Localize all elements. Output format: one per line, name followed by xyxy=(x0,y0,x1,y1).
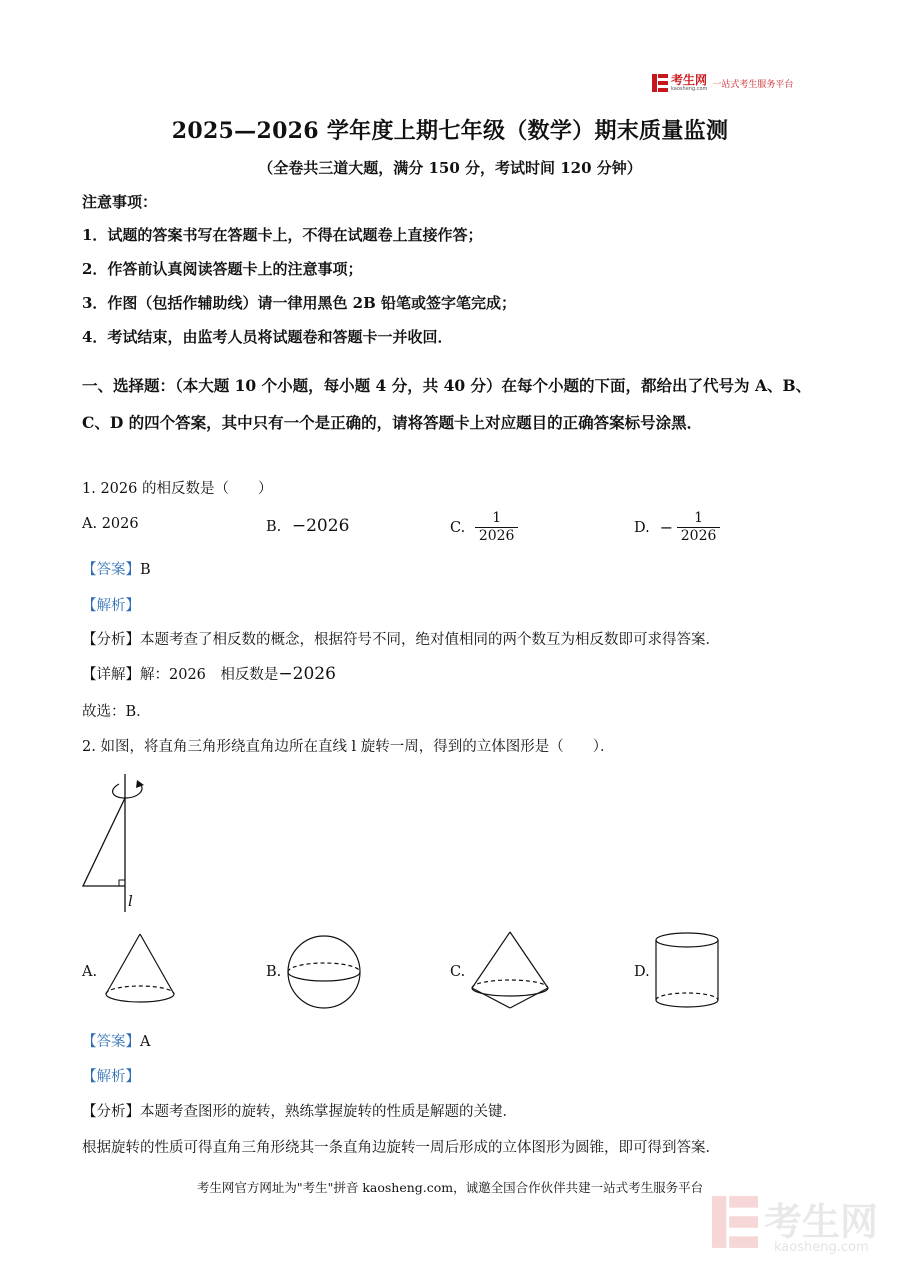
logo-name: 考生网 xyxy=(671,72,708,87)
logo-slogan: 一站式考生服务平台 xyxy=(712,79,794,90)
xiangjie-tag: 【详解】 xyxy=(82,667,140,683)
right-triangle xyxy=(83,798,125,886)
q2-option-b-label: B. xyxy=(266,964,282,980)
brand-logo xyxy=(652,72,793,94)
denominator: 2026 xyxy=(680,528,717,544)
answer-value: B xyxy=(140,562,151,578)
numerator: 1 xyxy=(677,510,720,528)
watermark-domain: kaosheng.com xyxy=(774,1240,869,1255)
q2-rotation-figure xyxy=(78,772,158,917)
q1-option-d xyxy=(634,510,720,545)
exam-title: 2025—2026 学年度上期七年级（数学）期末质量监测 xyxy=(171,118,729,144)
cone-shape xyxy=(100,930,184,1010)
xiangjie-value: −2026 xyxy=(278,664,336,684)
axis-label: l xyxy=(128,892,133,910)
numerator: 1 xyxy=(475,510,518,528)
q2-explanation: 根据旋转的性质可得直角三角形绕其一条直角边旋转一周后形成的立体图形为圆锥，即可得到答案． xyxy=(82,1140,720,1156)
fraction xyxy=(677,510,720,545)
option-label: A. xyxy=(82,516,98,532)
option-value: 2026 xyxy=(101,516,139,532)
q2-option-a-label: A. xyxy=(82,964,98,980)
fenxi-text: 本题考查了相反数的概念，根据符号不同，绝对值相同的两个数互为相反数即可求得答案． xyxy=(140,632,720,648)
answer-tag: 【答案】 xyxy=(82,1034,140,1050)
q2-option-d-label: D. xyxy=(634,964,650,980)
q1-option-a xyxy=(82,516,139,532)
logo-domain: kaosheng.com xyxy=(671,85,708,92)
note-item-3: 3．作图（包括作辅助线）请一律用黑色 2B 铅笔或签字笔完成； xyxy=(82,294,516,312)
note-item-4: 4．考试结束，由监考人员将试题卷和答题卡一并收回． xyxy=(82,328,453,346)
q1-stem: 1. 2026 的相反数是（ ） xyxy=(82,481,273,497)
option-label: B. xyxy=(266,519,282,535)
sphere-shape xyxy=(284,932,368,1016)
note-item-2: 2．作答前认真阅读答题卡上的注意事项； xyxy=(82,260,363,278)
answer-tag: 【答案】 xyxy=(82,562,140,578)
q1-analysis-tag: 【解析】 xyxy=(82,598,140,614)
right-angle-mark xyxy=(119,880,125,886)
option-value: −2026 xyxy=(291,516,350,536)
fenxi-tag: 【分析】 xyxy=(82,632,140,648)
watermark-text: 考生网 xyxy=(764,1200,879,1244)
q2-analysis-tag: 【解析】 xyxy=(82,1069,140,1085)
q2-option-c-label: C. xyxy=(450,964,466,980)
q1-option-b xyxy=(266,516,349,536)
option-label: C. xyxy=(450,519,466,536)
note-item-1: 1．试题的答案书写在答题卡上，不得在试题卷上直接作答； xyxy=(82,226,483,244)
denominator: 2026 xyxy=(478,528,515,544)
kaosheng-logo-icon xyxy=(652,74,668,92)
q2-answer xyxy=(82,1030,150,1051)
arrow-head xyxy=(136,780,144,788)
q1-option-c xyxy=(450,510,518,545)
fenxi-text: 本题考查图形的旋转，熟练掌握旋转的性质是解题的关键． xyxy=(140,1104,517,1120)
option-label: D. xyxy=(634,519,650,536)
q2-stem: 2. 如图，将直角三角形绕直角边所在直线 l 旋转一周，得到的立体图形是（ ）． xyxy=(82,739,615,755)
q1-fenxi xyxy=(82,628,720,649)
q2-fenxi xyxy=(82,1100,517,1121)
q1-conclusion: 故选：B． xyxy=(82,704,151,720)
watermark-logo-icon xyxy=(712,1196,758,1248)
fraction xyxy=(475,510,518,545)
double-cone-shape xyxy=(466,928,556,1016)
page-footer: 考生网官方网址为"考生"拼音 kaosheng.com，诚邀全国合作伙伴共建一站式考生服务平台 xyxy=(196,1180,704,1195)
answer-value: A xyxy=(140,1034,151,1050)
cylinder-shape xyxy=(652,930,724,1012)
minus-sign: − xyxy=(659,518,674,537)
fenxi-tag: 【分析】 xyxy=(82,1104,140,1120)
q1-answer xyxy=(82,558,151,579)
section-instructions: 一、选择题：（本大题 10 个小题，每小题 4 分，共 40 分）在每个小题的下面，都给出了代号为 A、B、C、D 的四个答案，其中只有一个是正确的，请将答题卡上对应题目的正确答案标号涂黑． xyxy=(82,376,812,432)
notes-heading: 注意事项： xyxy=(82,193,158,211)
exam-subtitle: （全卷共三道大题，满分 150 分，考试时间 120 分钟） xyxy=(258,159,642,177)
xiangjie-text: 解：2026 相反数是 xyxy=(140,667,279,683)
q1-xiangjie xyxy=(82,663,336,684)
